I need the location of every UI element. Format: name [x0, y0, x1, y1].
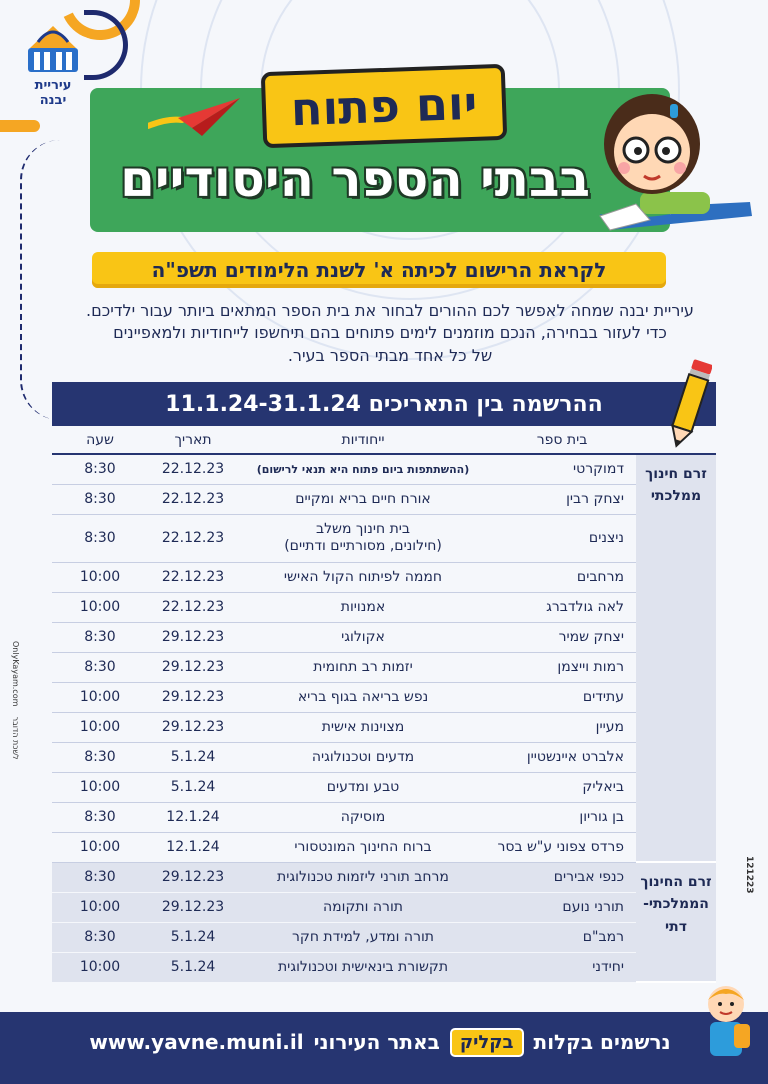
- open-day-time: 8:30: [52, 514, 148, 562]
- table-row: [52, 712, 716, 742]
- open-day-time: 8:30: [52, 922, 148, 952]
- school-name: בן גוריון: [488, 802, 636, 832]
- table-row: [52, 922, 716, 952]
- open-day-date: 29.12.23: [148, 712, 238, 742]
- school-uniqueness: (ההשתתפות ביום פתוח היא תנאי לרישום): [238, 454, 488, 484]
- school-uniqueness: יזמות רב תחומית: [238, 652, 488, 682]
- open-day-time: 8:30: [52, 652, 148, 682]
- website-link[interactable]: www.yavne.muni.il: [89, 1030, 304, 1054]
- stream-state-cell: [636, 454, 716, 862]
- school-uniqueness-line-2: (חילונים, מסורתיים ודתיים): [284, 538, 442, 554]
- registration-dates-text: ההרשמה בין התאריכים 11.1.24-31.1.24: [165, 391, 603, 417]
- open-day-time: 10:00: [52, 892, 148, 922]
- table-row: [52, 622, 716, 652]
- open-day-date: 29.12.23: [148, 892, 238, 922]
- school-name: ניצנים: [488, 514, 636, 562]
- open-day-time: 10:00: [52, 562, 148, 592]
- intro-line-2: כדי לעזור בבחירה, הנכם מוזמנים לימים פתוחים בהם תיחשפו לייחודיות ולמאפיינים: [113, 323, 667, 343]
- brand-credit: OnlyKayam.com: [11, 641, 20, 707]
- open-day-time: 10:00: [52, 712, 148, 742]
- table-row: [52, 514, 716, 562]
- stream-religious-cell: [636, 862, 716, 982]
- open-day-date: 22.12.23: [148, 454, 238, 484]
- city-emblem-icon: [24, 18, 82, 76]
- school-name: דמוקרטי: [488, 454, 636, 484]
- open-day-date: 29.12.23: [148, 682, 238, 712]
- school-uniqueness: אורח חיים בריא ומקיים: [238, 484, 488, 514]
- header-time: שעה: [52, 426, 148, 454]
- table-row: [52, 484, 716, 514]
- school-name: רמב"ם: [488, 922, 636, 952]
- school-uniqueness: מצוינות אישית: [238, 712, 488, 742]
- school-uniqueness: אמנויות: [238, 592, 488, 622]
- table-row: [52, 952, 716, 982]
- open-day-time: 10:00: [52, 832, 148, 862]
- title-open-day: יום פתוח: [261, 64, 508, 148]
- open-day-date: 5.1.24: [148, 772, 238, 802]
- open-day-time: 8:30: [52, 742, 148, 772]
- school-name: כנפי אבירים: [488, 862, 636, 892]
- header-date: תאריך: [148, 426, 238, 454]
- footer-text-end: באתר העירוני: [313, 1030, 440, 1054]
- header-school: בית ספר: [488, 426, 636, 454]
- intro-line-3: של כל אחד מבתי הספר בעיר.: [287, 345, 493, 365]
- open-day-date: 22.12.23: [148, 484, 238, 514]
- registration-dates-bar: [52, 382, 716, 426]
- schoolboy-illustration: [690, 982, 760, 1084]
- school-name: פרדס צפוני ע"ש בסר: [488, 832, 636, 862]
- school-uniqueness: מדעים וטכנולוגיה: [238, 742, 488, 772]
- open-day-date: 29.12.23: [148, 862, 238, 892]
- open-days-table: [52, 426, 716, 983]
- open-day-time: 10:00: [52, 682, 148, 712]
- table-row: [52, 652, 716, 682]
- open-day-time: 8:30: [52, 862, 148, 892]
- decor-orange-dash: [0, 120, 40, 132]
- school-name: תורני נועם: [488, 892, 636, 922]
- footer-text-start: נרשמים בקלות: [533, 1030, 671, 1054]
- school-name: מרחבים: [488, 562, 636, 592]
- school-uniqueness: אקולוגי: [238, 622, 488, 652]
- open-day-time: 10:00: [52, 592, 148, 622]
- stream-state-line-1: זרם חינוך: [645, 466, 707, 482]
- header-stream: [636, 426, 716, 454]
- stream-religious-line-1: זרם החינוך: [640, 874, 712, 890]
- school-uniqueness: ברוח החינוך המונטסורי: [238, 832, 488, 862]
- paper-plane-icon: [148, 96, 248, 150]
- school-name: עתידים: [488, 682, 636, 712]
- school-uniqueness: טבע ומדעים: [238, 772, 488, 802]
- open-day-date: 5.1.24: [148, 742, 238, 772]
- school-uniqueness: [238, 514, 488, 562]
- stream-religious-line-3: דתי: [665, 918, 687, 935]
- side-credit: [6, 610, 20, 760]
- open-day-time: 8:30: [52, 622, 148, 652]
- decor-dashed-line: [20, 140, 60, 420]
- school-name: יצחק רבין: [488, 484, 636, 514]
- table-row: [52, 562, 716, 592]
- registration-subtitle: לקראת הרישום לכיתה א' לשנת הלימודים תשפ"ה: [92, 252, 666, 288]
- table-header-row: [52, 426, 716, 454]
- school-uniqueness: תורה ותקומה: [238, 892, 488, 922]
- school-uniqueness: מוסיקה: [238, 802, 488, 832]
- print-code: 121223: [744, 856, 754, 894]
- school-name: מעיין: [488, 712, 636, 742]
- table-row: [52, 682, 716, 712]
- footer-content: [80, 1024, 680, 1060]
- open-day-date: 5.1.24: [148, 952, 238, 982]
- open-day-date: 29.12.23: [148, 622, 238, 652]
- open-day-date: 12.1.24: [148, 802, 238, 832]
- open-day-date: 22.12.23: [148, 514, 238, 562]
- table-row: [52, 802, 716, 832]
- click-button[interactable]: בקליק: [450, 1028, 524, 1057]
- title-elementary-schools: בבתי הספר היסודיים: [120, 150, 590, 208]
- open-day-time: 8:30: [52, 454, 148, 484]
- table-row: [52, 862, 716, 892]
- spokesperson-credit: לשכת הדובר: [11, 716, 20, 760]
- stream-state-line-2: ממלכתי: [650, 488, 702, 505]
- open-day-date: 22.12.23: [148, 562, 238, 592]
- open-day-time: 10:00: [52, 772, 148, 802]
- header-unique: ייחודיות: [238, 426, 488, 454]
- school-name: אלברט איינשטיין: [488, 742, 636, 772]
- city-logo: [22, 18, 84, 108]
- school-uniqueness: תורה ומדע, למידת חקר: [238, 922, 488, 952]
- school-name: יצחק שמיר: [488, 622, 636, 652]
- table-row: [52, 832, 716, 862]
- school-name: רמות וייצמן: [488, 652, 636, 682]
- table-row: [52, 592, 716, 622]
- intro-line-1: עיריית יבנה שמחה לאפשר לכם ההורים לבחור את בית הספר המתאים ביותר עבור ילדיכם.: [86, 301, 694, 320]
- reading-girl-illustration: [590, 84, 760, 238]
- open-day-date: 29.12.23: [148, 652, 238, 682]
- city-name: עיריית יבנה: [34, 78, 72, 108]
- school-name: ביאליק: [488, 772, 636, 802]
- table-row: [52, 742, 716, 772]
- school-name: יחידני: [488, 952, 636, 982]
- school-uniqueness: נפש בריאה בגוף בריא: [238, 682, 488, 712]
- open-day-date: 12.1.24: [148, 832, 238, 862]
- school-uniqueness: תקשורת בינאישית וטכנולוגית: [238, 952, 488, 982]
- school-uniqueness: מרחב תורני ליזמות טכנולוגית: [238, 862, 488, 892]
- table-row: [52, 892, 716, 922]
- school-name: לאה גולדברג: [488, 592, 636, 622]
- stream-religious-line-2: הממלכתי-: [643, 896, 709, 913]
- open-day-date: 22.12.23: [148, 592, 238, 622]
- open-day-date: 5.1.24: [148, 922, 238, 952]
- school-uniqueness-line-1: בית חינוך משלב: [315, 521, 411, 538]
- school-uniqueness: חממה לפיתוח הקול האישי: [238, 562, 488, 592]
- open-day-time: 10:00: [52, 952, 148, 982]
- table-row: [52, 454, 716, 484]
- open-day-time: 8:30: [52, 802, 148, 832]
- table-row: [52, 772, 716, 802]
- intro-paragraph: [70, 300, 710, 367]
- open-day-time: 8:30: [52, 484, 148, 514]
